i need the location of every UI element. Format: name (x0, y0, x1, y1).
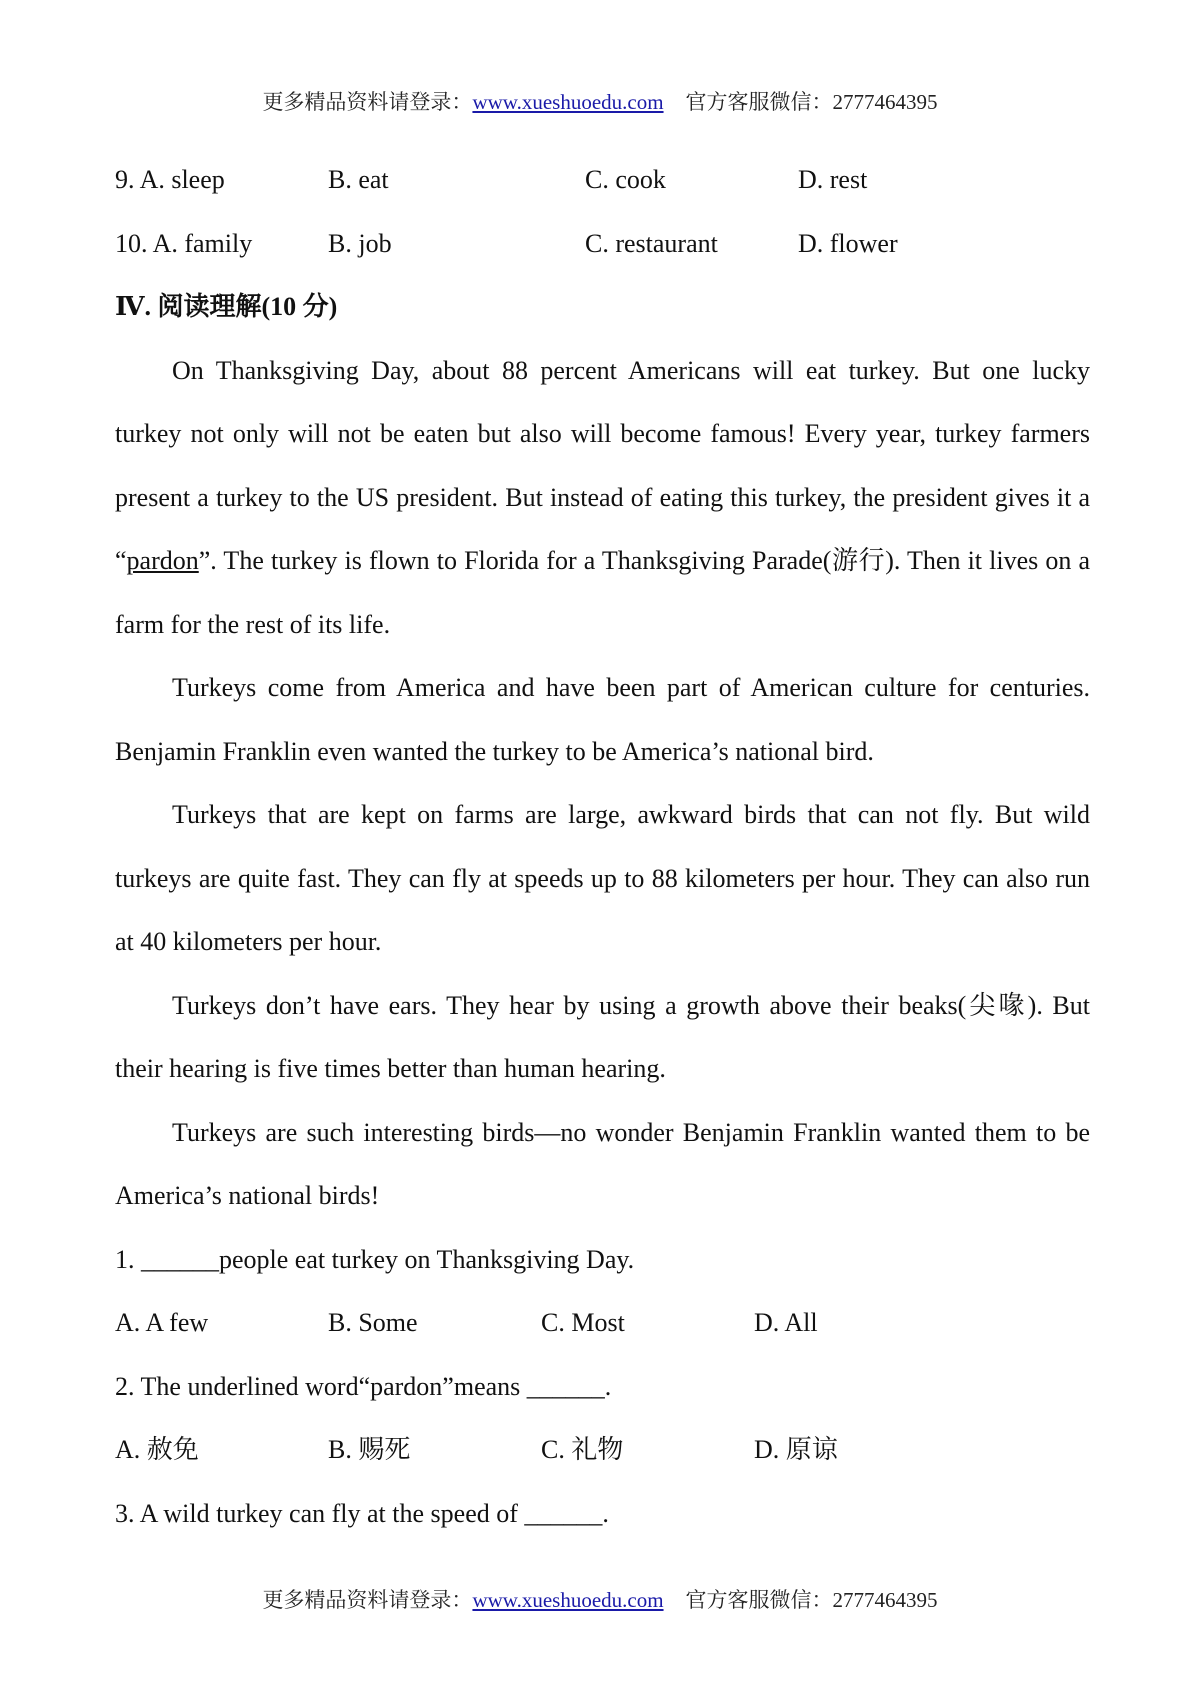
footer-prefix: 更多精品资料请登录： (262, 1588, 473, 1612)
page-footer (0, 1584, 1200, 1614)
header-service: 官方客服微信：2777464395 (685, 90, 938, 114)
option-9d: D. rest (798, 165, 868, 194)
option-10b: B. job (328, 228, 392, 258)
passage-paragraph-2: Turkeys come from America and have been part of American culture for centuries. Benjamin Franklin even wanted the turkey to be America’s national bird. (115, 673, 1090, 766)
option-9b: B. eat (328, 165, 389, 194)
underlined-word: pardon (126, 546, 199, 575)
question-2: 2. The underlined word“pardon”means ______. (115, 1371, 612, 1401)
footer-link[interactable]: www.xueshuoedu.com (472, 1588, 664, 1612)
question-1-options (115, 1291, 1090, 1355)
document-body (115, 148, 1090, 1545)
option-10d: D. flower (798, 228, 898, 258)
page-header (0, 86, 1200, 116)
q1-option-b: B. Some (328, 1308, 418, 1337)
question-2-options (115, 1418, 1090, 1482)
cloze-row-9 (115, 148, 1090, 212)
q2-option-d: D. 原谅 (754, 1435, 838, 1464)
q1-option-c: C. Most (541, 1308, 625, 1337)
header-prefix: 更多精品资料请登录： (262, 90, 473, 114)
q1-option-a: A. A few (115, 1308, 209, 1337)
q2-option-a: A. 赦免 (115, 1435, 199, 1464)
passage-paragraph-1: On Thanksgiving Day, about 88 percent Americans will eat turkey. But one lucky turkey not only will not be eaten but also will become famous! Every year, turkey farmers present a turkey to the US president. But instead of eating this turkey, the president gives it a “pardon”. The turkey is flown to Florida for a Thanksgiving Parade(游行). Then it lives on a farm for the rest of its life. (115, 355, 1090, 639)
footer-service: 官方客服微信：2777464395 (685, 1588, 938, 1612)
option-10c: C. restaurant (585, 228, 718, 258)
passage-paragraph-5: Turkeys are such interesting birds—no wonder Benjamin Franklin wanted them to be America’s national birds! (115, 1117, 1090, 1210)
q1-option-d: D. All (754, 1308, 818, 1337)
q2-option-c: C. 礼物 (541, 1435, 624, 1464)
question-1: 1. ______people eat turkey on Thanksgiving Day. (115, 1244, 635, 1274)
question-3: 3. A wild turkey can fly at the speed of ______. (115, 1498, 609, 1528)
passage-paragraph-4: Turkeys don’t have ears. They hear by using a growth above their beaks(尖喙). But their hearing is five times better than human hearing. (115, 990, 1090, 1083)
cloze-row-10 (115, 212, 1090, 276)
section-title: Ⅳ. 阅读理解(10 分) (115, 292, 338, 321)
header-link[interactable]: www.xueshuoedu.com (472, 90, 664, 114)
option-9c: C. cook (585, 165, 666, 194)
option-10a: 10. A. family (115, 228, 253, 258)
option-9a: 9. A. sleep (115, 165, 225, 194)
passage-paragraph-3: Turkeys that are kept on farms are large, awkward birds that can not fly. But wild turkeys are quite fast. They can fly at speeds up to 88 kilometers per hour. They can also run at 40 kilometers per hour. (115, 800, 1090, 956)
q2-option-b: B. 赐死 (328, 1435, 411, 1464)
